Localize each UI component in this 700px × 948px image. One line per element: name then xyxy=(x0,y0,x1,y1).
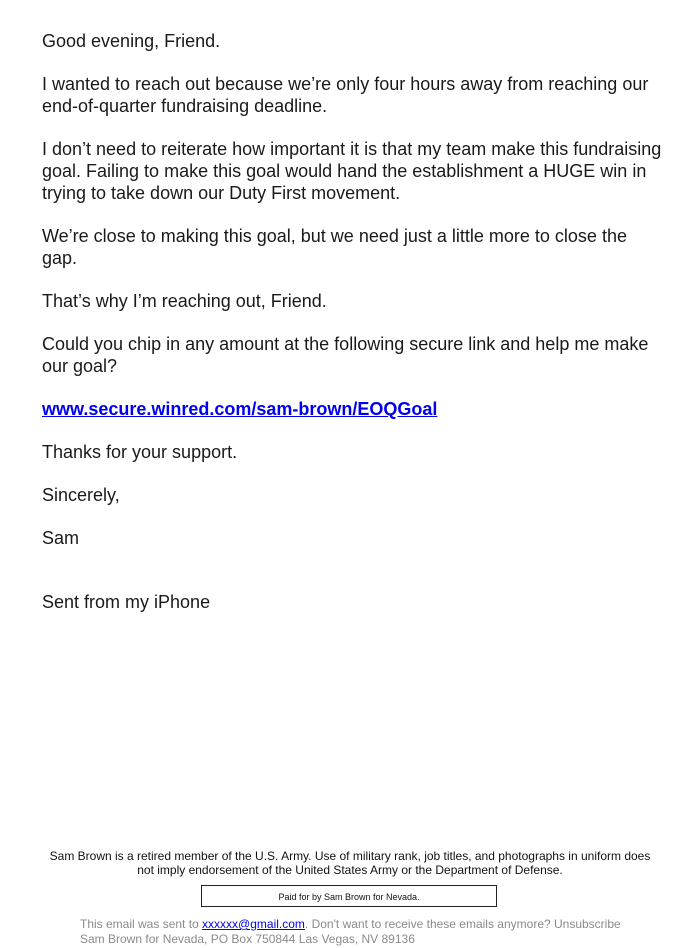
closing-text: Sincerely, xyxy=(42,485,120,505)
body-paragraph: That’s why I’m reaching out, Friend. xyxy=(42,291,327,311)
thanks-text: Thanks for your support. xyxy=(42,442,238,462)
sent-from-text: Sent from my iPhone xyxy=(42,592,211,612)
recipient-email-link[interactable]: xxxxxx@gmail.com xyxy=(202,917,305,931)
body-paragraph: I wanted to reach out because we’re only four hours away from reaching our end-of-quarter fundraising deadline. xyxy=(42,74,649,116)
body-paragraph: I don’t need to reiterate how important it is that my team make this fundraising goal. Failing to make this goal would hand the establishment a HUGE win in trying to take down our Duty First movement. xyxy=(42,139,662,203)
body-paragraph: Could you chip in any amount at the following secure link and help me make our goal? xyxy=(42,334,649,376)
email-body xyxy=(42,30,662,634)
military-disclaimer: Sam Brown is a retired member of the U.S. Army. Use of military rank, job titles, and photographs in uniform does not imply endorsement of the United States Army or the Department of Defense. xyxy=(49,849,651,877)
unsubscribe-text[interactable]: . Don't want to receive these emails anymore? Unsubscribe xyxy=(304,917,621,931)
body-paragraph: We’re close to making this goal, but we need just a little more to close the gap. xyxy=(42,226,627,268)
greeting: Good evening, Friend. xyxy=(42,31,221,51)
email-footer xyxy=(80,917,680,947)
donate-link[interactable]: www.secure.winred.com/sam-brown/EOQGoal xyxy=(42,399,438,419)
footer-sent-to-line xyxy=(80,917,680,932)
paid-for-disclaimer: Paid for by Sam Brown for Nevada. xyxy=(201,885,497,907)
footer-address: Sam Brown for Nevada, PO Box 750844 Las Vegas, NV 89136 xyxy=(80,932,415,946)
signature: Sam xyxy=(42,528,80,548)
sent-to-prefix: This email was sent to xyxy=(80,917,203,931)
donate-link-paragraph xyxy=(42,398,662,420)
